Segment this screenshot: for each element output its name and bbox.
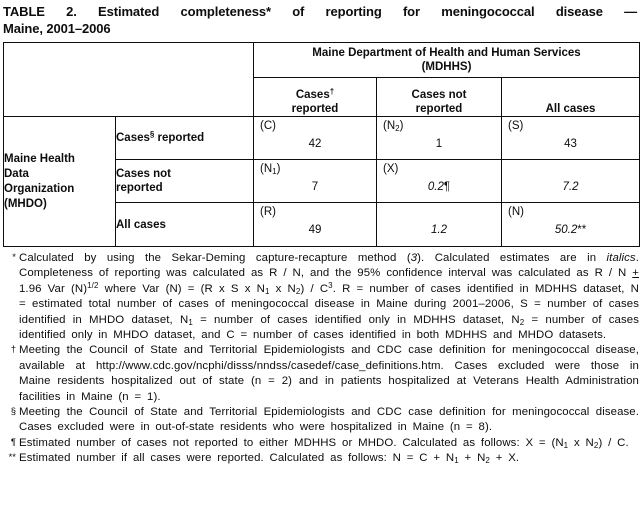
footnote-marker-dagger: †: [10, 344, 16, 356]
cell-x-02: [377, 160, 502, 203]
cell-n1-7: [254, 160, 377, 203]
footnote-marker-double-asterisk: **: [8, 452, 16, 464]
footnote-pilcrow: [3, 436, 639, 451]
cell-tag-c: (C): [260, 120, 276, 132]
cell-value-72: 7.2: [562, 181, 579, 193]
table-title: [3, 4, 637, 37]
corner-empty-cell: [4, 43, 254, 117]
table-title-line2: Maine, 2001–2006: [3, 20, 111, 36]
footnote-marker-pilcrow: ¶: [10, 436, 16, 448]
cell-value-7: 7: [311, 181, 319, 193]
row-label-cases-not-reported: Cases not reported: [116, 160, 254, 203]
cell-12: [377, 203, 502, 247]
footnote-dagger: [3, 343, 639, 405]
cell-value-02: 0.2¶: [427, 181, 451, 193]
footnote-marker-asterisk: *: [12, 252, 16, 263]
footnote-marker-section: §: [10, 406, 16, 418]
table-title-line1: TABLE 2. Estimated completeness* of reporting for meningococcal disease —: [3, 4, 637, 19]
cell-tag-n1: $(N_1)$: [260, 163, 281, 176]
cell-r-49: [254, 203, 377, 247]
footnote-text-double-asterisk: Estimated number if all cases were reported. Calculated as follows: $N = C + N_1 + N_2 + X$.: [19, 452, 520, 466]
column-header-cases-not-reported: Cases not reported: [377, 78, 502, 117]
row-group-header-mhdo: Maine Health Data Organization (MHDO): [4, 117, 116, 247]
cell-value-12: 1.2: [431, 224, 447, 236]
cell-value-1: 1: [435, 138, 443, 150]
footnote-asterisk: [3, 251, 639, 343]
cell-tag-n: (N): [508, 206, 524, 218]
cell-value-49: 49: [308, 224, 322, 236]
footnote-text-asterisk: Calculated by using the Sekar-Deming capture-recapture method (3). Calculated estimates are in italics. Completeness of reporting was calculated as R / N, and the 95% confidence interval was calculated as R / N + 1.96 Var $(N)^{1/2}$ where Var (N) = (R x S x $N_1$ x $N_2) / C^3$. R = number of cases identified in MDHHS dataset, N = estimated total number of cases of meningococcal disease in Maine during 2001–2006, S = number of cases identified in MHDO dataset, $N_1$ = number of cases identified only in MDHHS dataset, $N_2$ = number of cases identified only in MHDO dataset, and C = number of cases identified in both MDHHS and MHDO datasets.: [19, 252, 639, 342]
footnote-text-pilcrow: Estimated number of cases not reported to either MDHHS or MHDO. Calculated as follows: $X = (N_1$ x $N_2$) / C.: [19, 436, 629, 450]
cell-tag-r: (R): [260, 206, 276, 218]
cell-n2-1: [377, 117, 502, 160]
cell-n-502: [502, 203, 640, 247]
cell-c-42: [254, 117, 377, 160]
cell-72: [502, 160, 640, 203]
footnote-section: [3, 405, 639, 436]
footnote-text-section: Meeting the Council of State and Territorial Epidemiologists and CDC case definition for meningococcal disease. Cases excluded were in out-of-state residents who were hospitalized in Maine (n = 8).: [19, 406, 639, 434]
cell-tag-blank: [502, 160, 639, 179]
column-header-all-cases: All cases: [502, 78, 640, 117]
cell-value-502: 50.2**: [554, 224, 587, 236]
cell-s-43: [502, 117, 640, 160]
footnote-double-asterisk: [3, 451, 639, 466]
cell-tag-blank: [377, 203, 501, 222]
cell-value-43: 43: [564, 138, 577, 150]
row-label-cases-reported: Cases§ reported: [116, 117, 254, 160]
footnotes-block: [3, 251, 639, 467]
cell-value-42: 42: [308, 138, 322, 150]
cell-tag-n2: $(N_2)$: [383, 120, 404, 133]
cell-tag-x: (X): [383, 163, 399, 175]
row-label-all-cases: All cases: [116, 203, 254, 247]
column-group-header-mdhhs: Maine Department of Health and Human Services (MDHHS): [254, 43, 640, 78]
cell-tag-s: (S): [508, 120, 524, 132]
column-header-cases-reported: Cases† reported: [254, 78, 377, 117]
completeness-table: [3, 42, 640, 247]
footnote-text-dagger: Meeting the Council of State and Territorial Epidemiologists and CDC case definition for meningococcal disease, available at http://www.cdc.gov/ncphi/disss/nndss/casedef/case_definitions.htm. Cases excluded were those in Maine residents hospitalized out of state (n = 2) and in patients hospitalized at Veterans Health Administration facilities in Maine (n = 1).: [19, 344, 639, 403]
